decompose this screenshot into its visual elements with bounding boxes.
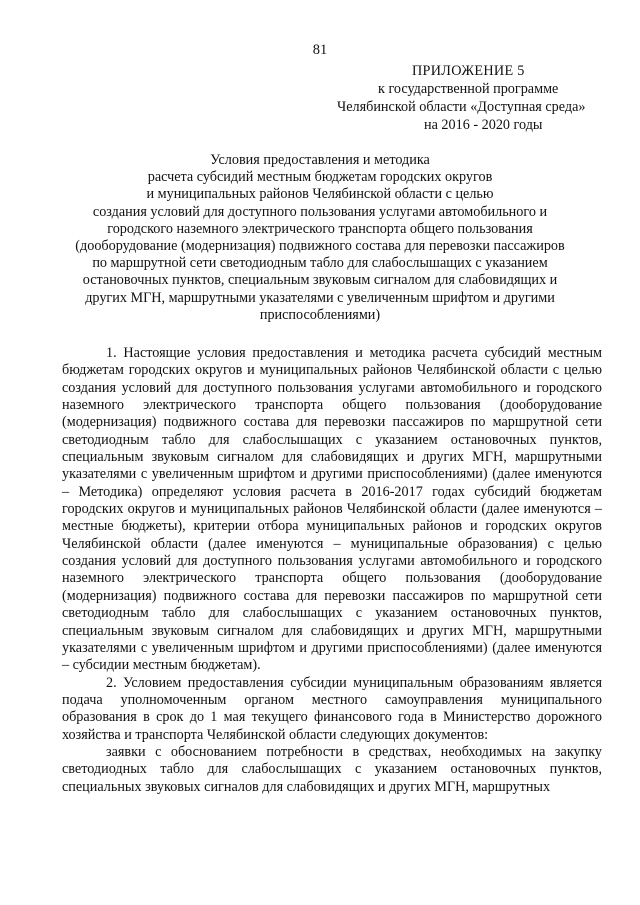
paragraph-2: 2. Условием предоставления субсидии муниципальным образованиям является подача уполномоченным органом местного самоуправления муниципального образования в срок до 1 мая текущего финансового года в Министерство дорожного хозяйства и транспорта Челябинской области следующих документов: (62, 674, 602, 743)
title-line: остановочных пунктов, специальным звуковым сигналом для слабовидящих и (82, 272, 558, 289)
document-body (62, 345, 602, 796)
title-line: (дооборудование (модернизация) подвижного состава для перевозки пассажиров (75, 238, 565, 255)
appendix-line-years: на 2016 - 2020 годы (424, 117, 543, 133)
document-title (40, 152, 600, 324)
appendix-title: ПРИЛОЖЕНИЕ 5 (412, 63, 525, 79)
title-line: городского наземного электрического транспорта общего пользования (107, 220, 533, 237)
appendix-line-region: Челябинской области «Доступная среда» (337, 99, 586, 115)
paragraph-applications: заявки с обоснованием потребности в средствах, необходимых на закупку светодиодных табло для слабослышащих с указанием остановочных пунктов, специальных звуковых сигналов для слабовидящих и других МГН, маршрутных (62, 743, 602, 795)
title-line: расчета субсидий местным бюджетам городских округов (147, 169, 493, 186)
appendix-line-program: к государственной программе (378, 81, 559, 97)
title-line: других МГН, маршрутными указателями с увеличенным шрифтом и другими (85, 289, 555, 306)
title-line: и муниципальных районов Челябинской области с целью (146, 186, 494, 203)
title-line: Условия предоставления и методика (210, 152, 430, 168)
title-line: приспособлениями) (259, 306, 381, 323)
title-line: по маршрутной сети светодиодным табло для слабослышащих с указанием (92, 255, 548, 272)
paragraph-1: 1. Настоящие условия предоставления и методика расчета субсидий местным бюджетам городских округов и муниципальных районов Челябинской области с целью создания условий для доступного пользования услугами автомобильного и городского наземного электрического транспорта общего пользования (дооборудование (модернизация) подвижного состава для перевозки пассажиров по маршрутной сети светодиодным табло для слабослышащих с указанием остановочных пунктов, специальным звуковым сигналом для слабовидящих и других МГН, маршрутными указателями с увеличенным шрифтом и другими приспособлениями) (далее именуются – Методика) определяют условия расчета в 2016-2017 годах субсидий бюджетам городских округов и муниципальных районов Челябинской области (далее именуются – местные бюджеты), критерии отбора муниципальных районов и городских округов Челябинской области (далее именуются – муниципальные образования) с целью создания условий для доступного пользования услугами автомобильного и городского наземного электрического транспорта общего пользования (дооборудование (модернизация) подвижного состава для перевозки пассажиров по маршрутной сети светодиодным табло для слабослышащих с указанием остановочных пунктов, специальным звуковым сигналом для слабовидящих и других МГН, маршрутными указателями с увеличенным шрифтом и другими приспособлениями) (далее именуются – субсидии местным бюджетам). (62, 345, 602, 674)
page-number: 81 (312, 42, 328, 58)
title-line: создания условий для доступного пользования услугами автомобильного и (92, 203, 548, 220)
appendix-header (330, 62, 600, 134)
